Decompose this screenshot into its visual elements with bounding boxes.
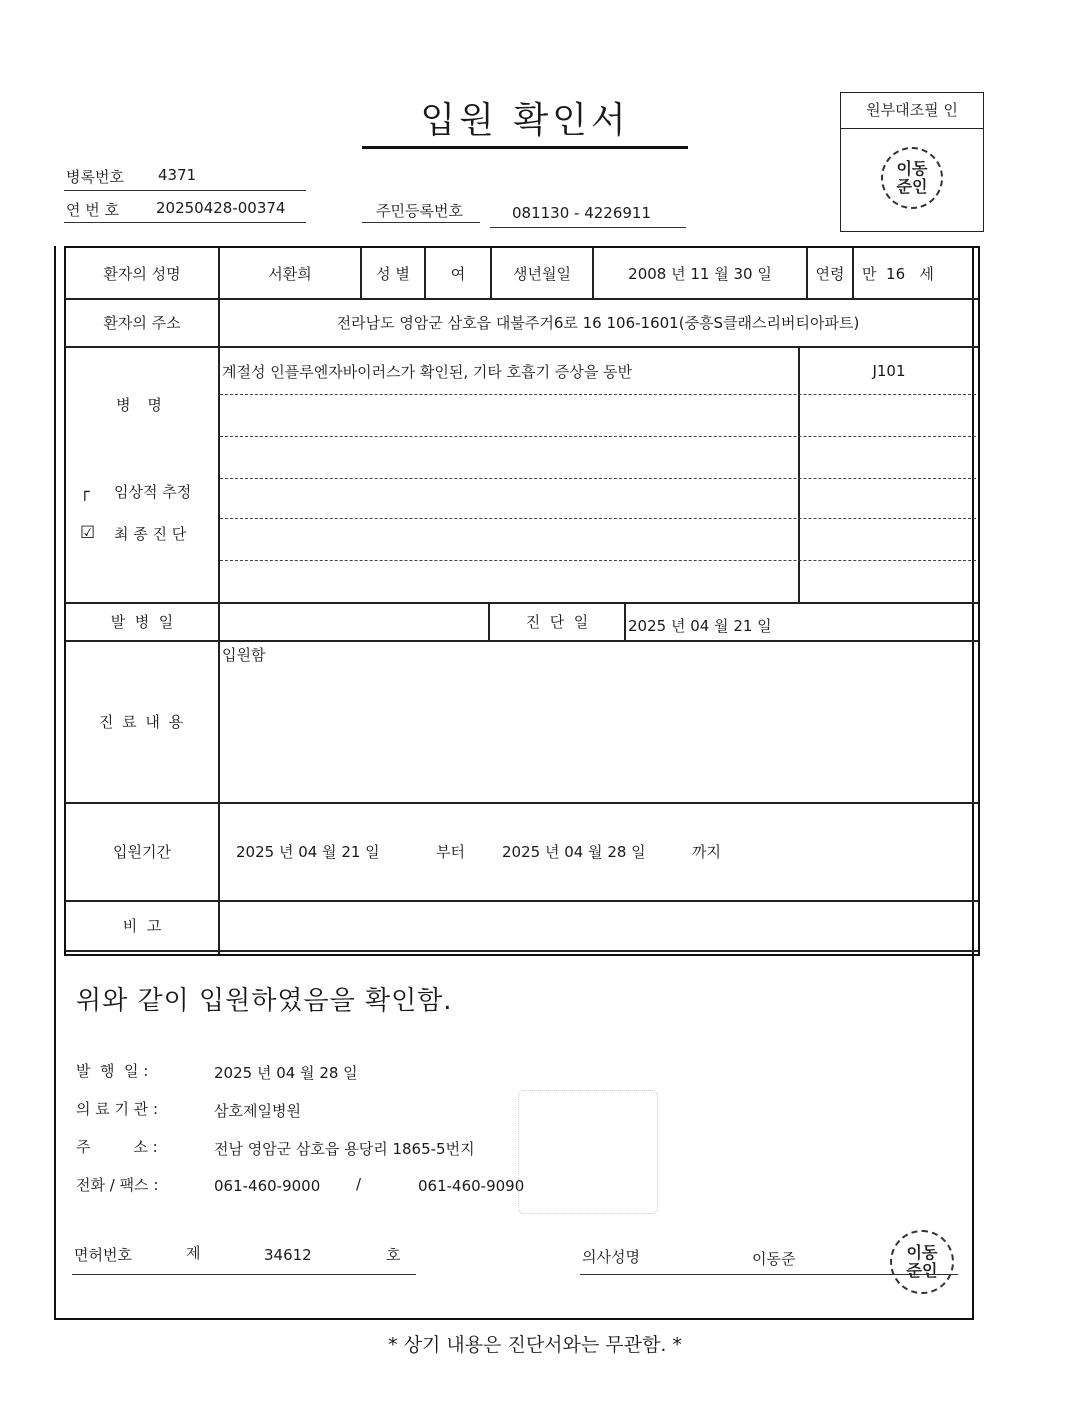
license-suffix: 호 [386, 1246, 401, 1264]
clinical-estimate-checkbox[interactable]: ┌ [80, 481, 90, 501]
diagnosis-date-value: 2025 년 04 월 21 일 [628, 616, 772, 635]
treatment-label: 진 료 내 용 [98, 712, 186, 731]
resident-label-underline [362, 222, 480, 223]
sex-value: 여 [450, 264, 466, 283]
confirmation-statement: 위와 같이 입원하였음을 확인함. [76, 986, 453, 1016]
patient-address: 전라남도 영암군 삼호읍 대불주거6로 16 106-1601(중흥S클래스리버티아파트) [336, 313, 860, 332]
treatment-text: 입원함 [222, 645, 266, 664]
record-no-label: 병록번호 [66, 168, 124, 186]
admission-from-date: 2025 년 04 월 21 일 [236, 842, 380, 861]
doctor-seal-text-2: 준인 [906, 1261, 938, 1280]
patient-name-label: 환자의 성명 [103, 264, 181, 283]
stamp-box-header: 원부대조필 인 [841, 93, 983, 129]
diagnosis-date-label: 진 단 일 [525, 612, 589, 631]
page-title: 입원 확인서 [420, 100, 630, 141]
phone-fax-label: 전화 / 팩스 : [76, 1176, 159, 1194]
label-column-line [218, 248, 220, 954]
birth-value: 2008 년 11 월 30 일 [628, 264, 772, 283]
admission-period-label: 입원기간 [113, 842, 171, 861]
license-number: 34612 [264, 1246, 312, 1264]
final-diagnosis-checkbox[interactable]: ☑ [80, 523, 96, 543]
row-line [66, 950, 978, 952]
patient-name: 서환희 [268, 264, 312, 283]
diagnosis-label: 병 명 [116, 395, 168, 414]
col-line [852, 248, 854, 298]
birth-label: 생년월일 [513, 264, 571, 283]
doctor-seal-text-1: 이동 [906, 1243, 938, 1262]
fax-value: 061-460-9090 [418, 1177, 525, 1195]
title-underline [362, 146, 688, 149]
remarks-label: 비 고 [122, 916, 162, 935]
dashed-line [220, 518, 976, 519]
admission-to-word: 까지 [692, 842, 721, 861]
row-line [66, 346, 978, 348]
license-underline [72, 1274, 416, 1275]
doctor-name: 이동준 [752, 1250, 796, 1268]
official-seal [881, 147, 943, 209]
verification-stamp-box [840, 92, 984, 232]
remarks-value [226, 900, 966, 950]
footer-note: * 상기 내용은 진단서와는 무관함. * [388, 1334, 682, 1356]
doctor-name-label: 의사성명 [582, 1248, 640, 1266]
diagnosis-code: J101 [872, 362, 906, 380]
institution-address-value: 전남 영암군 삼호읍 용당리 1865-5번지 [214, 1140, 475, 1158]
hospital-stamp-faded [518, 1090, 658, 1214]
diagnosis-text: 계절성 인플루엔자바이러스가 확인된, 기타 호흡기 증상을 동반 [222, 362, 633, 381]
clinical-estimate-label: 임상적 추정 [114, 482, 192, 501]
record-no-underline [64, 190, 306, 191]
resident-no-label: 주민등록번호 [376, 202, 463, 220]
doctor-seal [890, 1230, 954, 1294]
seal-text-1: 이동 [896, 159, 928, 178]
license-label: 면허번호 [74, 1246, 132, 1264]
info-table [64, 246, 980, 956]
serial-label: 연 번 호 [66, 201, 120, 219]
serial-underline [64, 222, 306, 223]
admission-to-date: 2025 년 04 월 28 일 [502, 842, 646, 861]
record-no-value: 4371 [158, 166, 197, 184]
resident-no-underline [490, 227, 686, 228]
sex-label: 성 별 [376, 264, 410, 283]
license-prefix: 제 [186, 1244, 201, 1262]
phone-fax-separator: / [356, 1175, 362, 1193]
age-label: 연령 [815, 264, 845, 283]
institution-address-label: 주 소 : [76, 1138, 158, 1156]
address-label: 환자의 주소 [103, 313, 181, 332]
institution-label: 의 료 기 관 : [76, 1100, 159, 1118]
onset-date-value [226, 602, 486, 640]
final-diagnosis-label: 최 종 진 단 [114, 524, 187, 543]
institution-value: 삼호제일병원 [214, 1102, 301, 1120]
dashed-line [220, 478, 976, 479]
code-column-line [798, 346, 800, 602]
dashed-line [220, 560, 976, 561]
seal-text-2: 준인 [896, 177, 928, 196]
issue-date-label: 발 행 일 : [76, 1062, 149, 1080]
dashed-line [220, 394, 976, 395]
age-value: 만 16 세 [862, 264, 934, 283]
phone-value: 061-460-9000 [214, 1177, 321, 1195]
admission-from-word: 부터 [436, 842, 465, 861]
col-line [624, 602, 626, 640]
serial-value: 20250428-00374 [156, 199, 286, 217]
issue-date-value: 2025 년 04 월 28 일 [214, 1064, 358, 1082]
resident-no-value: 081130 - 4226911 [512, 204, 652, 222]
onset-date-label: 발 병 일 [110, 612, 174, 631]
dashed-line [220, 436, 976, 437]
